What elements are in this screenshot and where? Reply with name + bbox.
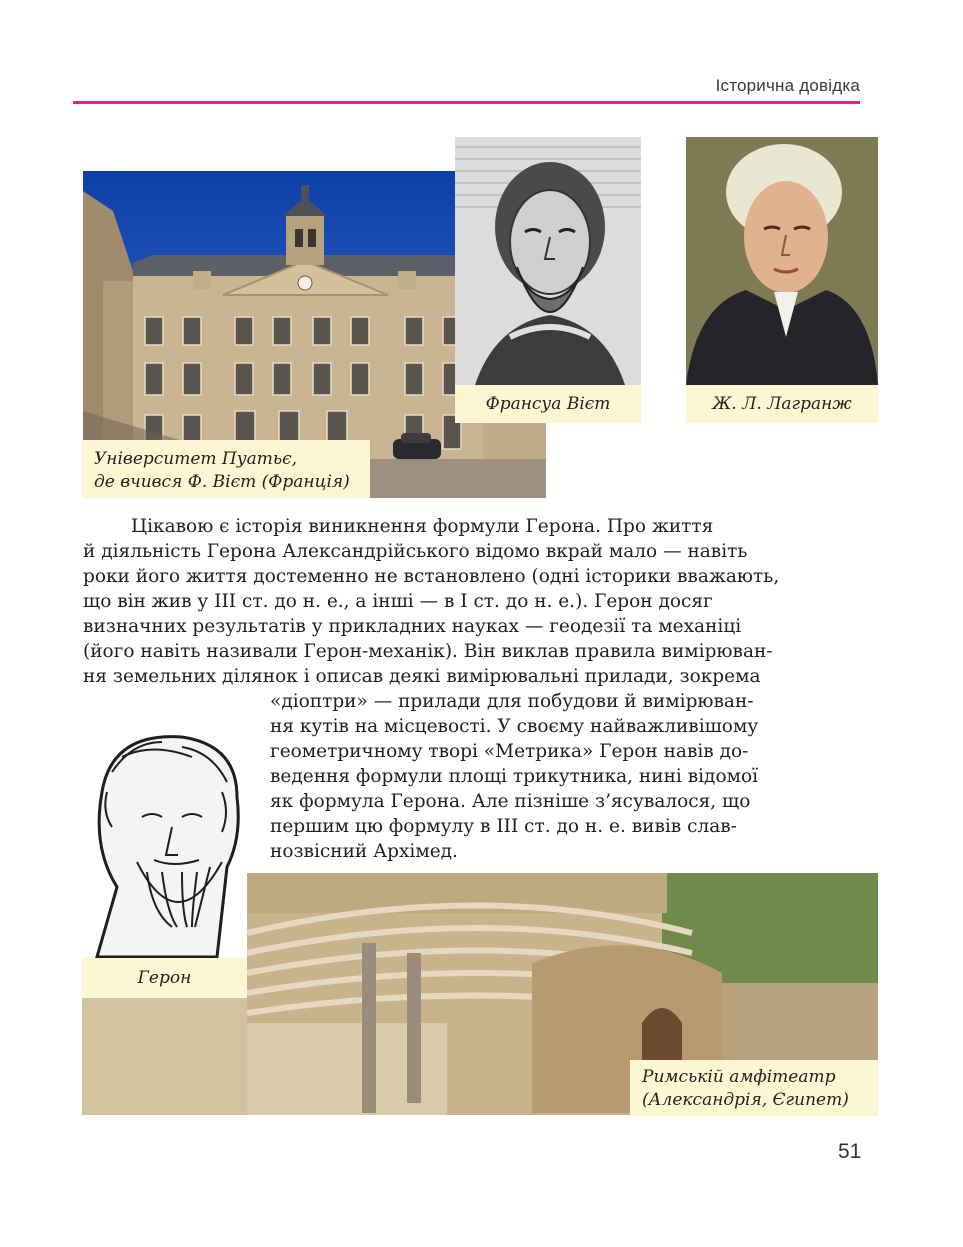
section-title: Історична довідка <box>715 76 860 95</box>
university-caption <box>82 440 370 498</box>
text-line: першим цю формулу в III ст. до н. е. вивів слав- <box>270 816 737 837</box>
text-line: ня кутів на місцевості. У своєму найважливішому <box>270 716 759 737</box>
text-line: визначних результатів у прикладних науках — геодезії та механіці <box>83 616 742 637</box>
lagrange-caption: Ж. Л. Лагранж <box>686 385 878 423</box>
heron-bust <box>82 732 247 958</box>
paragraph-indented <box>270 689 790 864</box>
text-line: роки його життя достеменно не встановлено (одні історики вважають, <box>83 566 780 587</box>
paragraph-full-width <box>83 514 790 689</box>
amphitheatre-caption-line2: (Александрія, Єгипет) <box>642 1090 849 1110</box>
heron-drawing-illustration <box>82 732 247 958</box>
lagrange-portrait <box>686 137 878 385</box>
lagrange-painting-illustration <box>686 137 878 385</box>
text-line: як формула Герона. Але пізніше з’ясувалося, що <box>270 791 751 812</box>
text-line: геометричному творі «Метрика» Герон навів до- <box>270 741 749 762</box>
header-divider <box>73 101 860 104</box>
text-line: нозвісний Архімед. <box>270 841 458 862</box>
university-caption-line1: Університет Пуатьє, <box>94 449 298 469</box>
viete-engraving-illustration <box>455 137 641 385</box>
amphitheatre-caption-line1: Римській амфітеатр <box>642 1067 836 1087</box>
text-line: ня земельних ділянок і описав деякі вимірювальні прилади, зокрема <box>83 666 761 687</box>
heron-caption: Герон <box>82 958 247 998</box>
university-caption-line2: де вчився Ф. Вієт (Франція) <box>94 472 350 492</box>
text-line: (його навіть називали Герон-механік). Він виклав правила вимірюван- <box>83 641 773 662</box>
text-line: ведення формули площі трикутника, нині відомої <box>270 766 759 787</box>
text-line: «діоптри» — прилади для побудови й вимірюван- <box>270 691 754 712</box>
amphitheatre-caption <box>630 1060 878 1116</box>
viete-caption: Франсуа Вієт <box>455 385 641 423</box>
viete-portrait <box>455 137 641 385</box>
text-line: Цікавою є історія виникнення формули Герона. Про життя <box>131 516 714 537</box>
text-line: що він жив у III ст. до н. е., а інші — в I ст. до н. е.). Герон досяг <box>83 591 713 612</box>
text-line: й діяльність Герона Александрійського відомо вкрай мало — навіть <box>83 541 748 562</box>
page-number: 51 <box>838 1140 862 1163</box>
